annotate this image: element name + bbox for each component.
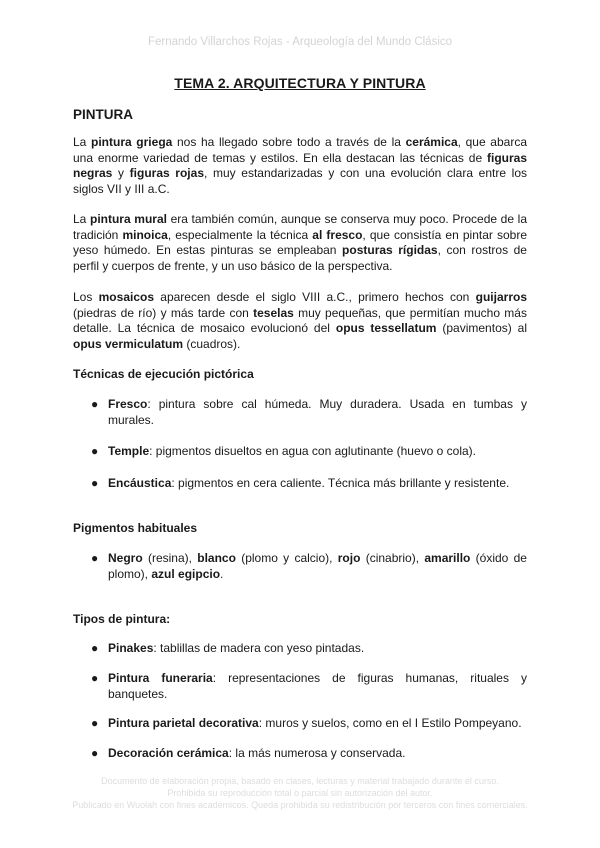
bullet-icon: ● (91, 397, 99, 411)
bullet-icon: ● (91, 641, 99, 655)
bullet-icon: ● (91, 671, 99, 685)
pigmentos-heading: Pigmentos habituales (73, 521, 198, 535)
paragraph-mural: La pintura mural era también común, aunque se conserva muy poco. Procede de la tradición minoica, especialmente la técnica al fresco, que consistía en pintar sobre yeso húmedo. En estas pinturas se empleaban posturas rígidas, con rostros de perfil y cuerpos de frente, y un uso básico de la perspectiva. (73, 212, 527, 273)
list-item: ● Pinakes: tablillas de madera con yeso pintadas. (91, 641, 365, 655)
header-watermark: Fernando Villarchos Rojas - Arqueología del Mundo Clásico (147, 36, 453, 48)
footer-watermark-line-3: Publicado en Wuolah con fines académicos. Queda prohibida su redistribución por terceros con fines comerciales. (72, 800, 528, 810)
section-heading: PINTURA (73, 107, 133, 122)
bullet-icon: ● (91, 444, 99, 458)
list-item: ● Fresco: pintura sobre cal húmeda. Muy duradera. Usada en tumbas y murales. (91, 397, 527, 427)
tipos-heading: Tipos de pintura: (73, 612, 171, 626)
list-item: ● Decoración cerámica: la más numerosa y conservada. (91, 746, 406, 760)
paragraph-ceramica: La pintura griega nos ha llegado sobre todo a través de la cerámica, que abarca una enorme variedad de temas y estilos. En ella destacan las técnicas de figuras negras y figuras rojas, muy estandarizadas y con una evolución clara entre los siglos VII y III a.C. (73, 135, 527, 196)
list-item: ● Pintura parietal decorativa: muros y suelos, como en el I Estilo Pompeyano. (91, 716, 522, 730)
bullet-icon: ● (91, 551, 99, 565)
list-item: ● Encáustica: pigmentos en cera caliente. Técnica más brillante y resistente. (91, 476, 510, 490)
footer-watermark-line-1: Documento de elaboración propia, basado en clases, lecturas y material trabajado durante el curso. (101, 776, 499, 786)
footer-watermark-line-2: Prohibida su reproducción total o parcial sin autorización del autor. (167, 788, 433, 798)
page-title: TEMA 2. ARQUITECTURA Y PINTURA (174, 75, 426, 91)
list-item: ● Temple: pigmentos disueltos en agua con aglutinante (huevo o cola). (91, 444, 477, 458)
bullet-icon: ● (91, 716, 99, 730)
paragraph-mosaicos: Los mosaicos aparecen desde el siglo VIII a.C., primero hechos con guijarros (piedras de río) y más tarde con teselas muy pequeñas, que permitían mucho más detalle. La técnica de mosaico evolucionó del opus tessellatum (pavimentos) al opus vermiculatum (cuadros). (73, 290, 527, 351)
bullet-icon: ● (91, 476, 99, 490)
list-item: ● Negro (resina), blanco (plomo y calcio), rojo (cinabrio), amarillo (óxido de plomo), azul egipcio. (91, 551, 527, 581)
bullet-icon: ● (91, 746, 99, 760)
list-item: ● Pintura funeraria: representaciones de figuras humanas, rituales y banquetes. (91, 671, 527, 701)
tecnicas-heading: Técnicas de ejecución pictórica (73, 367, 254, 381)
